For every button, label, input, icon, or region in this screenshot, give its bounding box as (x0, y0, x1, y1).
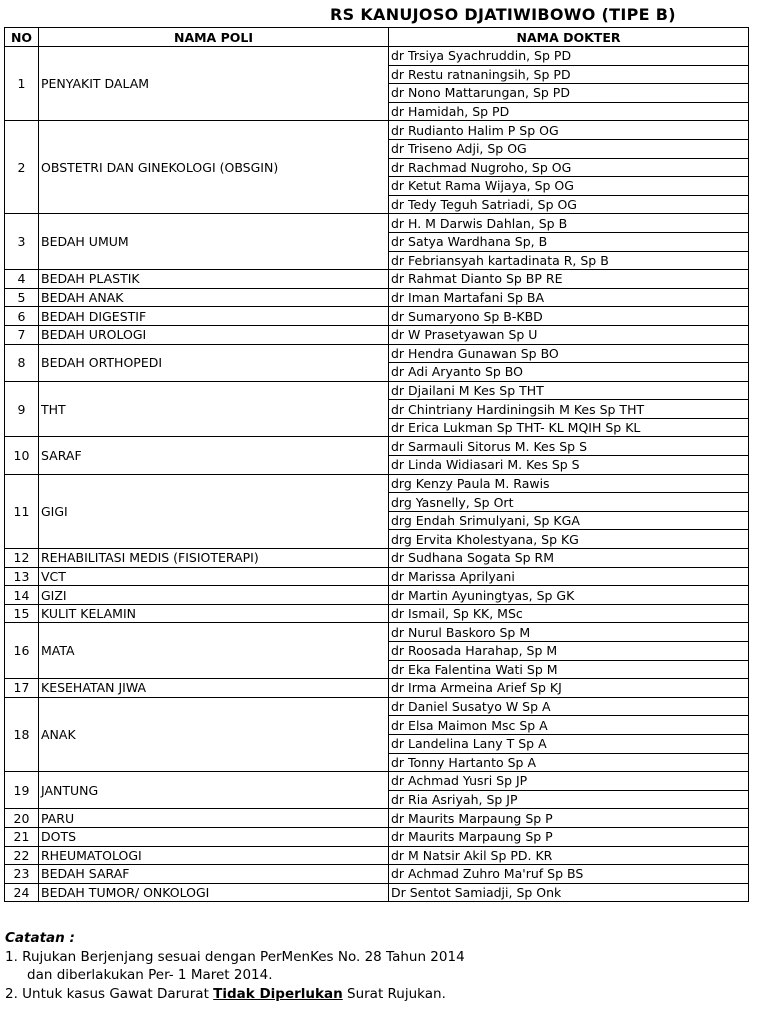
doctor-name: dr W Prasetyawan Sp U (389, 325, 749, 344)
doctor-name: dr Trsiya Syachruddin, Sp PD (389, 47, 749, 66)
poli-name: ANAK (39, 697, 389, 771)
poli-number: 15 (5, 604, 39, 623)
doctor-name: dr Rahmat Dianto Sp BP RE (389, 270, 749, 289)
table-row (5, 474, 749, 493)
doctor-name: dr Achmad Yusri Sp JP (389, 772, 749, 791)
doctor-name: dr Restu ratnaningsih, Sp PD (389, 65, 749, 84)
doctor-name: drg Ervita Kholestyana, Sp KG (389, 530, 749, 549)
doctor-name: dr Ria Asriyah, Sp JP (389, 790, 749, 809)
table-row (5, 437, 749, 456)
note-item-2-text: 2. Untuk kasus Gawat Darurat (5, 985, 214, 1002)
notes-heading: Catatan : (5, 930, 75, 946)
poli-number: 13 (5, 567, 39, 586)
table-row (5, 325, 749, 344)
poli-number: 12 (5, 549, 39, 568)
doctor-name: dr Ismail, Sp KK, MSc (389, 604, 749, 623)
poli-number: 4 (5, 270, 39, 289)
doctor-name: dr Elsa Maimon Msc Sp A (389, 716, 749, 735)
poli-name: PENYAKIT DALAM (39, 47, 389, 121)
table-header-row (5, 28, 749, 47)
doctor-name: dr Sarmauli Sitorus M. Kes Sp S (389, 437, 749, 456)
table-row (5, 604, 749, 623)
poli-name: BEDAH UROLOGI (39, 325, 389, 344)
poli-number: 18 (5, 697, 39, 771)
poli-number: 16 (5, 623, 39, 679)
doctor-name: dr Tonny Hartanto Sp A (389, 753, 749, 772)
doctor-name: dr Maurits Marpaung Sp P (389, 809, 749, 828)
poli-name: JANTUNG (39, 772, 389, 809)
doctor-name: dr Chintriany Hardiningsih M Kes Sp THT (389, 400, 749, 419)
note-item-1: 1. Rujukan Berjenjang sesuai dengan PerMenKes No. 28 Tahun 2014 (5, 948, 465, 965)
poli-number: 5 (5, 288, 39, 307)
poli-name: SARAF (39, 437, 389, 474)
doctor-name: dr Nurul Baskoro Sp M (389, 623, 749, 642)
doctor-name: dr Rudianto Halim P Sp OG (389, 121, 749, 140)
poli-number: 8 (5, 344, 39, 381)
table-row (5, 344, 749, 363)
doctor-name: dr Daniel Susatyo W Sp A (389, 697, 749, 716)
page-title: RS KANUJOSO DJATIWIBOWO (TIPE B) (330, 5, 676, 24)
table-row (5, 47, 749, 66)
notes-section (5, 929, 465, 1003)
poli-name: BEDAH ORTHOPEDI (39, 344, 389, 381)
doctor-name: dr Nono Mattarungan, Sp PD (389, 84, 749, 103)
table-row (5, 623, 749, 642)
doctor-name: dr Rachmad Nugroho, Sp OG (389, 158, 749, 177)
table-row (5, 827, 749, 846)
table-row (5, 883, 749, 902)
table-row (5, 679, 749, 698)
table-row (5, 586, 749, 605)
doctor-name: dr Djailani M Kes Sp THT (389, 381, 749, 400)
doctor-name: dr Irma Armeina Arief Sp KJ (389, 679, 749, 698)
poli-number: 22 (5, 846, 39, 865)
poli-name: BEDAH TUMOR/ ONKOLOGI (39, 883, 389, 902)
poli-name: BEDAH ANAK (39, 288, 389, 307)
poli-number: 17 (5, 679, 39, 698)
poli-name: BEDAH PLASTIK (39, 270, 389, 289)
note-item-2-text-end: Surat Rujukan. (342, 985, 446, 1002)
poli-name: OBSTETRI DAN GINEKOLOGI (OBSGIN) (39, 121, 389, 214)
poli-name: GIZI (39, 586, 389, 605)
table-row (5, 865, 749, 884)
doctor-name: dr Satya Wardhana Sp, B (389, 232, 749, 251)
poli-number: 11 (5, 474, 39, 548)
poli-number: 21 (5, 827, 39, 846)
table-row (5, 567, 749, 586)
doctor-name: dr Hamidah, Sp PD (389, 102, 749, 121)
poli-number: 10 (5, 437, 39, 474)
poli-name: BEDAH SARAF (39, 865, 389, 884)
poli-number: 14 (5, 586, 39, 605)
table-row (5, 697, 749, 716)
header-nama-dokter: NAMA DOKTER (389, 28, 749, 47)
poli-number: 24 (5, 883, 39, 902)
doctor-name: drg Kenzy Paula M. Rawis (389, 474, 749, 493)
doctor-name: drg Yasnelly, Sp Ort (389, 493, 749, 512)
poli-name: REHABILITASI MEDIS (FISIOTERAPI) (39, 549, 389, 568)
table-row (5, 288, 749, 307)
doctor-name: dr Ketut Rama Wijaya, Sp OG (389, 177, 749, 196)
doctor-name: dr H. M Darwis Dahlan, Sp B (389, 214, 749, 233)
poli-number: 3 (5, 214, 39, 270)
doctor-name: dr Tedy Teguh Satriadi, Sp OG (389, 195, 749, 214)
doctor-roster-table (4, 27, 749, 902)
poli-name: PARU (39, 809, 389, 828)
doctor-name: dr Sudhana Sogata Sp RM (389, 549, 749, 568)
header-no: NO (5, 28, 39, 47)
poli-name: BEDAH DIGESTIF (39, 307, 389, 326)
doctor-name: dr Eka Falentina Wati Sp M (389, 660, 749, 679)
table-row (5, 809, 749, 828)
doctor-name: dr Achmad Zuhro Ma'ruf Sp BS (389, 865, 749, 884)
poli-name: THT (39, 381, 389, 437)
note-item-2 (5, 985, 465, 1004)
doctor-name: dr Martin Ayuningtyas, Sp GK (389, 586, 749, 605)
note-item-2-emphasis: Tidak Diperlukan (213, 985, 343, 1002)
doctor-name: dr Febriansyah kartadinata R, Sp B (389, 251, 749, 270)
doctor-name: dr Roosada Harahap, Sp M (389, 642, 749, 661)
poli-name: RHEUMATOLOGI (39, 846, 389, 865)
doctor-name: dr Marissa Aprilyani (389, 567, 749, 586)
table-row (5, 307, 749, 326)
doctor-name: dr Iman Martafani Sp BA (389, 288, 749, 307)
poli-name: KULIT KELAMIN (39, 604, 389, 623)
poli-number: 9 (5, 381, 39, 437)
table-row (5, 214, 749, 233)
doctor-name: dr Landelina Lany T Sp A (389, 734, 749, 753)
doctor-name: dr Sumaryono Sp B-KBD (389, 307, 749, 326)
poli-number: 20 (5, 809, 39, 828)
doctor-name: dr Adi Aryanto Sp BO (389, 363, 749, 382)
poli-number: 19 (5, 772, 39, 809)
doctor-name: dr Maurits Marpaung Sp P (389, 827, 749, 846)
table-body (5, 47, 749, 902)
doctor-name: dr M Natsir Akil Sp PD. KR (389, 846, 749, 865)
doctor-name: drg Endah Srimulyani, Sp KGA (389, 511, 749, 530)
table-row (5, 270, 749, 289)
poli-number: 23 (5, 865, 39, 884)
poli-number: 2 (5, 121, 39, 214)
table-row (5, 846, 749, 865)
poli-name: DOTS (39, 827, 389, 846)
poli-number: 7 (5, 325, 39, 344)
doctor-name: dr Linda Widiasari M. Kes Sp S (389, 456, 749, 475)
poli-name: MATA (39, 623, 389, 679)
header-nama-poli: NAMA POLI (39, 28, 389, 47)
note-item-1-continued: dan diberlakukan Per- 1 Maret 2014. (27, 967, 273, 983)
poli-name: GIGI (39, 474, 389, 548)
doctor-name: dr Erica Lukman Sp THT- KL MQIH Sp KL (389, 418, 749, 437)
table-row (5, 121, 749, 140)
table-row (5, 381, 749, 400)
poli-number: 6 (5, 307, 39, 326)
poli-name: KESEHATAN JIWA (39, 679, 389, 698)
doctor-name: dr Triseno Adji, Sp OG (389, 139, 749, 158)
table-row (5, 772, 749, 791)
poli-name: BEDAH UMUM (39, 214, 389, 270)
doctor-name: dr Hendra Gunawan Sp BO (389, 344, 749, 363)
table-row (5, 549, 749, 568)
poli-number: 1 (5, 47, 39, 121)
poli-name: VCT (39, 567, 389, 586)
doctor-name: Dr Sentot Samiadji, Sp Onk (389, 883, 749, 902)
